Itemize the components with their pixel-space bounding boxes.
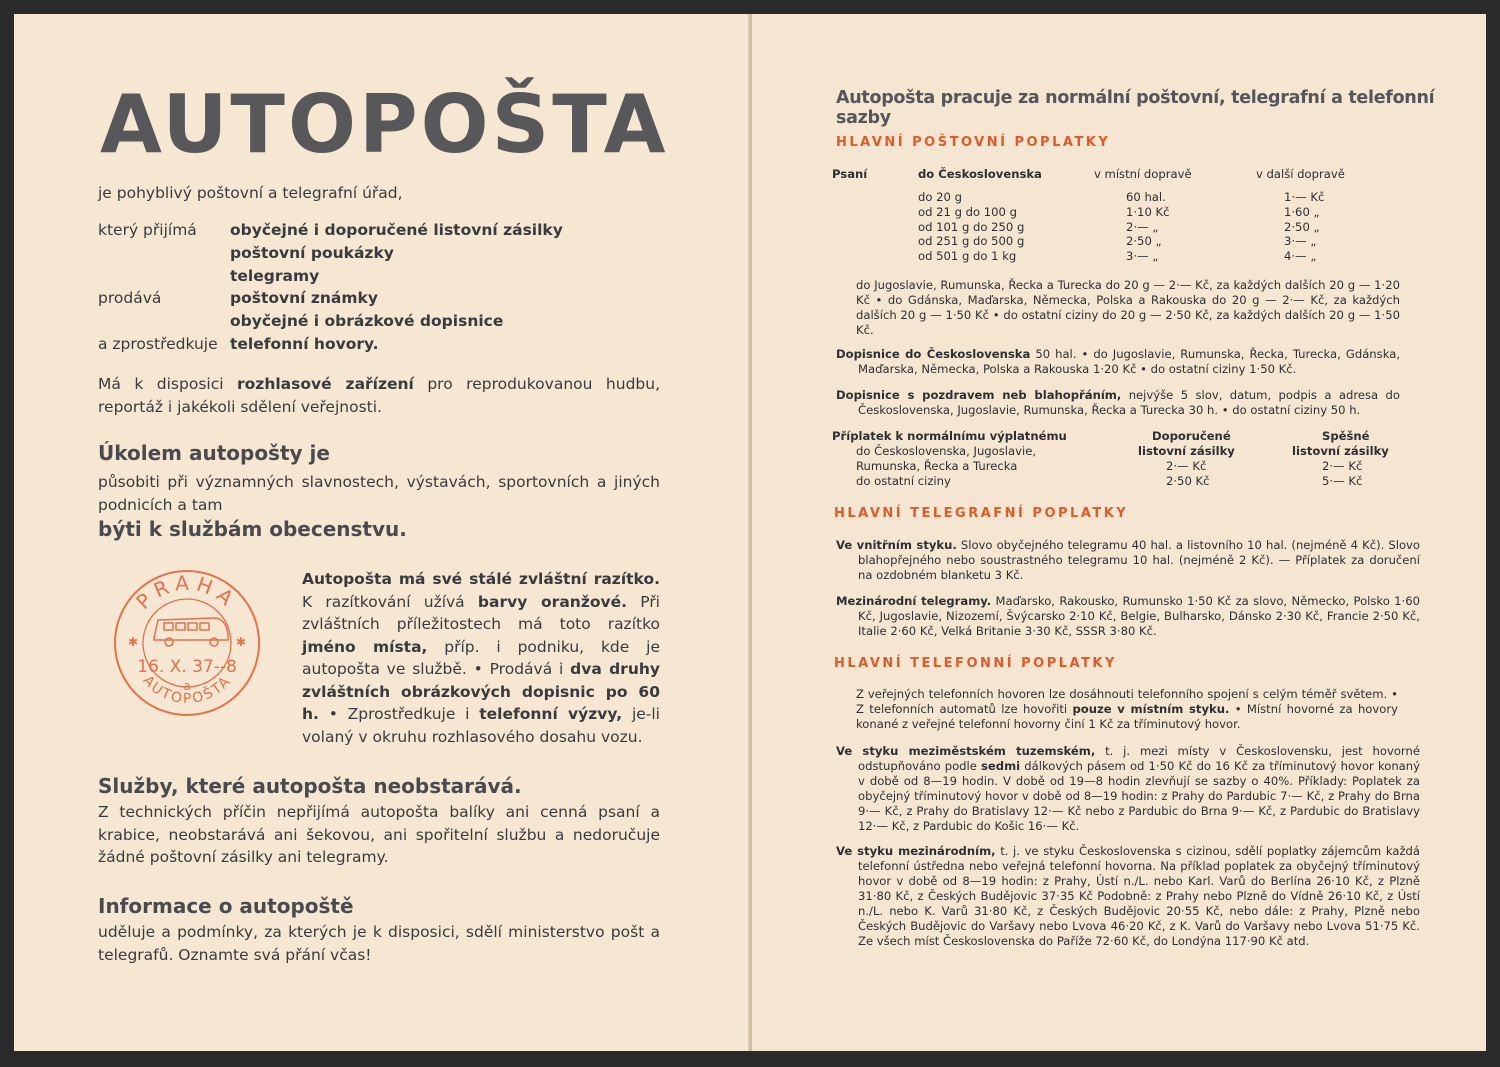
left-page (14, 14, 750, 1051)
task-heading: Úkolem autopošty je (98, 441, 330, 465)
stamp-paragraph-part: Autopošta má své stálé zvláštní razítko. (302, 570, 660, 588)
table-row: do 20 g 60 hal. 1·— Kč (918, 190, 1325, 204)
bus-icon (154, 618, 228, 646)
info-heading: Informace o autopoště (98, 894, 354, 918)
surcharge-row2: do ostatní ciziny (856, 474, 951, 488)
surcharge-value: 2·— Kč (1322, 459, 1363, 473)
accepts-item: telegramy (230, 267, 320, 285)
surcharge-value: 5·— Kč (1322, 474, 1363, 488)
greetings-text: Dopisnice s pozdravem neb blahopřáním, nejvýše 5 slov, datum, podpis a adresa do Československa, Jugoslavie, Rumunska, Řecka a Turecka 30 h. • do ostatní ciziny 50 h. (836, 388, 1400, 417)
services-text: Z technických příčin nepřijímá autopošta balíky ani cenná psaní a krabice, neobstarává ani šekovou, ani spořitelní službu a nedoručuje žádné poštovní zásilky ani telegramy. (98, 803, 660, 866)
info-text: uděluje a podmínky, za kterých je k disposici, sdělí ministerstvo pošt a telegrafů. Oznamte svá přání včas! (98, 923, 660, 964)
surcharge-row1b: Rumunska, Řecka a Turecka (856, 459, 1018, 473)
stamp-paragraph (302, 568, 660, 748)
col-destination: do Československa (918, 167, 1042, 181)
letters-abroad: do Jugoslavie, Rumunska, Řecka a Turecka do 20 g — 2·— Kč, za každých dalších 20 g — 1·20 Kč • do Gdánska, Maďarska, Německa, Polska a Rakouska do 20 g — 2·— Kč, za každých dalších 20 g — 1·50 Kč • do ostatní ciziny do 20 g — 2·50 Kč, za každých dalších 20 g — 1·50 Kč. (856, 278, 1400, 337)
accepts-label: který přijímá (98, 221, 197, 239)
intl-telegrams: Mezinárodní telegramy. Maďarsko, Rakousko, Rumunsko 1·50 Kč za slovo, Německo, Polsko 1·60 Kč, Jugoslavie, Nizozemí, Švýcarsko 2·10 Kč, Belgie, Bulharsko, Dánsko 2·30 Kč, Francie 2·50 Kč, Italie 2·60 Kč, Velká Britanie 3·30 Kč, SSSR 3·80 Kč. (836, 594, 1420, 638)
postcards-text: Dopisnice do Československa 50 hal. • do Jugoslavie, Rumunska, Řecka, Turecka, Gdánska, Maďarska, Německa, Polska a Rakouska 1·20 Kč • do ostatní ciziny 1·50 Kč. (836, 347, 1400, 376)
surcharge-label: Příplatek k normálnímu výplatnému (832, 429, 1067, 443)
intro-text: je pohyblivý poštovní a telegrafní úřad, (98, 184, 403, 202)
table-row: od 101 g do 250 g 2·— „ 2·50 „ (918, 219, 1320, 234)
stamp-paragraph-part: barvy oranžové. (477, 592, 627, 611)
sells-item: obyčejné i obrázkové dopisnice (230, 312, 504, 330)
surcharge-col1b: listovní zásilky (1138, 444, 1235, 458)
col-other: v další dopravě (1256, 167, 1345, 181)
domestic-telegrams: Ve vnitřním styku. Slovo obyčejného telegramu 40 hal. a listovního 10 hal. (nejméně 4 Kč). Slovo blahopřejného nebo soustrastného telegramu 10 hal. (nejméně 2 Kč). — Příplatek za doručení na ozdobném blanketu 3 Kč. (836, 538, 1420, 582)
surcharge-col2b: listovní zásilky (1292, 444, 1389, 458)
accepts-item: poštovní poukázky (230, 244, 394, 262)
rates-heading: Autopošta pracuje za normální poštovní, telegrafní a telefonní sazby (836, 88, 1435, 128)
task-bold: býti k službám obecenstvu. (98, 517, 407, 541)
mediates-item: telefonní hovory. (230, 335, 379, 353)
postmark-stamp (112, 568, 262, 718)
right-page (752, 14, 1486, 1051)
surcharge-value: 2·50 Kč (1166, 474, 1210, 488)
phone-heading: HLAVNÍ TELEFONNÍ POPLATKY (834, 656, 1117, 671)
page-title: AUTOPOŠTA (100, 78, 669, 171)
col-local: v místní dopravě (1094, 167, 1192, 181)
stamp-paragraph-part: dva druhy zvláštních obrázkových dopisnic po 60 h. (302, 660, 660, 723)
stamp-paragraph-part: • Zprostředkuje i (318, 705, 480, 723)
task-text: působiti při významných slavnostech, výstavách, sportovních a jiných podnicích a tam (98, 473, 660, 514)
surcharge-col2: Spěšné (1322, 429, 1370, 443)
star-icon: ✱ (128, 635, 139, 649)
stamp-paragraph-part: K razítkování užívá (302, 592, 478, 611)
sells-item: poštovní známky (230, 289, 378, 307)
table-row: od 21 g do 100 g 1·10 Kč 1·60 „ (918, 204, 1320, 219)
intercity-calls: Ve styku meziměstském tuzemském, t. j. mezi místy v Československu, jest hovorné odstupňováno podle sedmi dálkových pásem od 1·50 Kč do 16 Kč za tříminutový hovor konaný v době od 8—19 hodin. V době od 19—8 hodin zlevňují se sazby o 40%. Příklady: Poplatek za obyčejný tříminutový hovor v době od 8—19 hodin: z Prahy do Pardubic 7·— Kč, z Prahy do Brna 9·— Kč, z Prahy do Bratislavy 12·— Kč nebo z Pardubic do Brna 9·— Kč, z Pardubic do Bratislavy 12·— Kč, z Pardubic do Košic 16·— Kč. (836, 744, 1420, 833)
surcharge-row1a: do Československa, Jugoslavie, (856, 444, 1037, 458)
intl-calls: Ve styku mezinárodním, t. j. ve styku Československa s cizinou, sdělí poplatky zájemcům každá telefonní ústředna nebo veřejná telefonní hovorna. Na příklad poplatek za obyčejný tříminutový hovor v době od 8—19 hodin: z Prahy, Ústí n./L. nebo Karl. Varů do Berlína 26·10 Kč, z Plzně 31·80 Kč, z Českých Budějovic 37·35 Kč Podobně: z Prahy nebo Plzně do Vídně 26·10 Kč, z Ústí n./L. nebo K. Varů 31·80 Kč, z Českých Budějovic 20·55 Kč, nebo dále: z Prahy, Plzně nebo Českých Budějovic do Varšavy nebo Lvova 46·20 Kč, z K. Varů do Varšavy nebo Lvova 51·75 Kč. Ze všech míst Československa do Paříže 72·60 Kč, do Londýna 117·90 Kč atd. (836, 844, 1420, 948)
stamp-paragraph-part: je-li volaný v okruhu rozhlasového dosahu vozu. (302, 705, 660, 746)
accepts-item: obyčejné i doporučené listovní zásilky (230, 221, 563, 239)
stamp-date: 16. X. 37--8 (137, 657, 237, 677)
stamp-paragraph-part: příp. i podniku, kde je autopošta ve službě. • Prodává i (302, 637, 660, 678)
stamp-top-text: PRAHA (131, 570, 243, 615)
postal-heading: HLAVNÍ POŠTOVNÍ POPLATKY (836, 135, 1111, 150)
telegraph-heading: HLAVNÍ TELEGRAFNÍ POPLATKY (834, 506, 1129, 521)
surcharge-value: 2·— Kč (1166, 459, 1207, 473)
letters-table (918, 190, 1324, 264)
mediates-label: a zprostředkuje (98, 335, 218, 353)
sells-label: prodává (98, 289, 162, 307)
services-heading: Služby, které autopošta neobstarává. (98, 774, 522, 798)
letters-label: Psaní (832, 167, 868, 181)
stamp-paragraph-part: telefonní výzvy, (479, 705, 623, 723)
stamp-letter: a (183, 679, 191, 693)
table-row: od 251 g do 500 g 2·50 „ 3·— „ (918, 234, 1317, 249)
star-icon: ✱ (236, 635, 247, 649)
stamp-bottom-text: AUTOPOŠTA (139, 672, 235, 708)
surcharge-col1: Doporučené (1152, 429, 1231, 443)
table-row: od 501 g do 1 kg 3·— „ 4·— „ (918, 249, 1317, 264)
radio-paragraph: Má k disposici rozhlasové zařízení pro reprodukovanou hudbu, reportáž i jakékoli sdělení veřejnosti. (98, 375, 660, 416)
stamp-paragraph-part: jméno místa, (302, 637, 428, 656)
stamp-paragraph-part: Při zvláštních příležitostech má toto razítko (302, 592, 660, 633)
phone-intro: Z veřejných telefonních hovoren lze dosáhnouti telefonního spojení s celým téměř světem. • Z telefonních automatů lze hovořiti pouze v místním styku. • Místní hovorné za hovory konané z veřejné telefonní hovorny činí 1 Kč za tříminutový hovor. (856, 687, 1398, 731)
